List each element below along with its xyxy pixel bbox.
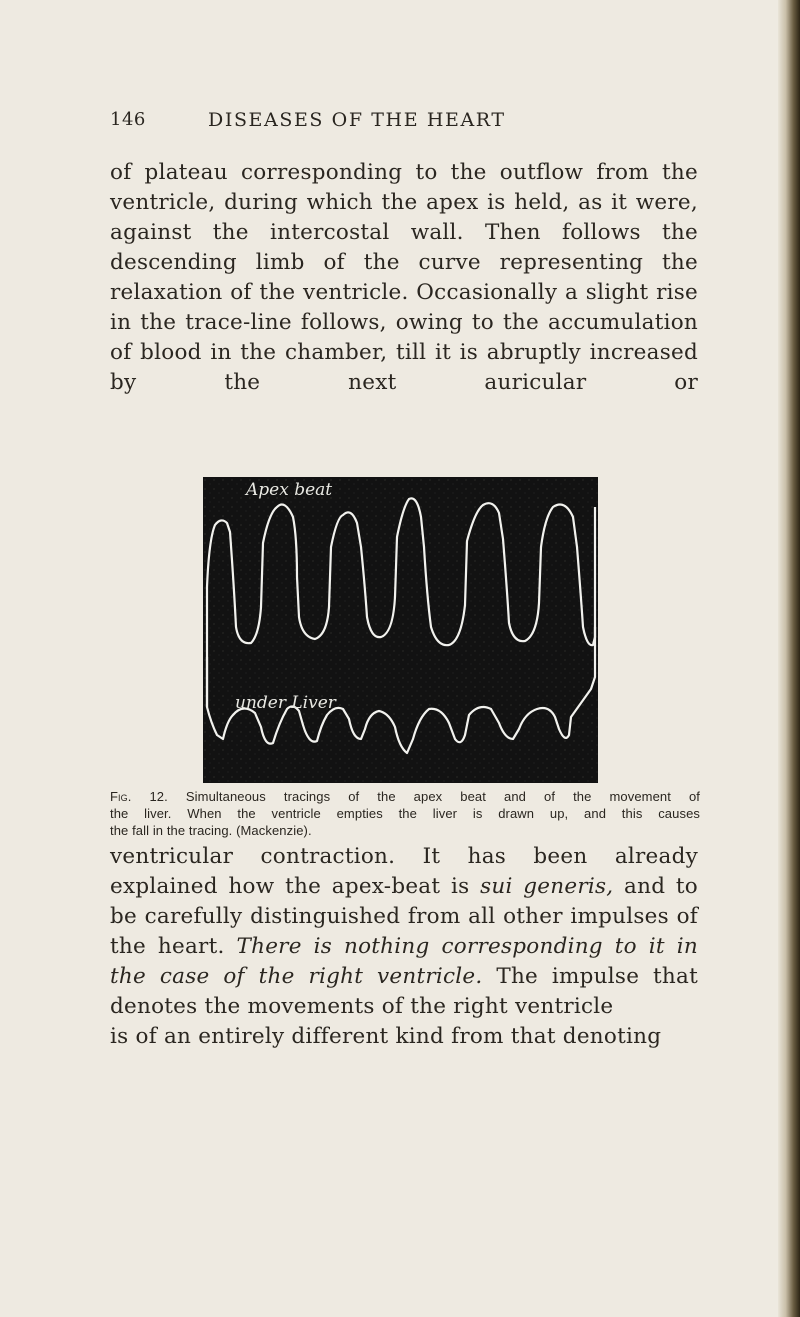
page-number: 146 [110, 109, 146, 130]
body-bottom-part-2: and to be carefully distinguished from all other impulses of the heart. [110, 874, 698, 959]
tracing-plot [203, 477, 598, 783]
caption-line-1-text: Simultaneous tracings of the apex beat and of the movement of [185, 789, 701, 804]
body-bottom-italic-2: There is nothing corresponding to it in the case of the right ventricle. [110, 934, 698, 989]
body-bottom-last-line: is of an entirely different kind from that denoting [110, 1024, 662, 1049]
body-paragraph-bottom [110, 842, 698, 1052]
label-apex-beat: Apex beat [246, 480, 333, 500]
caption-line-2: the liver. When the ventricle empties the liver is drawn up, and this causes [110, 806, 700, 821]
body-bottom-italic-1: sui generis, [480, 874, 614, 899]
body-bottom-part-3: The impulse that denotes the movements of the right ventricle [110, 964, 698, 1019]
running-title: DISEASES OF THE HEART [208, 109, 506, 131]
caption-line-1 [110, 788, 700, 805]
page-gutter-shadow [778, 0, 800, 1317]
body-bottom-part-1: ventricular contraction. It has been already explained how the apex-beat is [110, 844, 698, 899]
label-under-liver: under Liver [235, 693, 336, 713]
body-paragraph-top: of plateau corresponding to the outflow from the ventricle, during which the apex is held, as it were, against the intercostal wall. Then follows the descending limb of the curve representing the relaxation of the ventricle. Occasionally a slight rise in the trace-line follows, owing to the accumulation of blood in the chamber, till it is abruptly increased by the next auricular or [110, 160, 698, 395]
running-header [110, 109, 710, 135]
caption-figure-marker: Fig. 12. [110, 789, 168, 804]
figure-caption [110, 788, 700, 839]
caption-line-3: the fall in the tracing. (Mackenzie). [110, 823, 312, 838]
figure-tracing [203, 477, 598, 783]
